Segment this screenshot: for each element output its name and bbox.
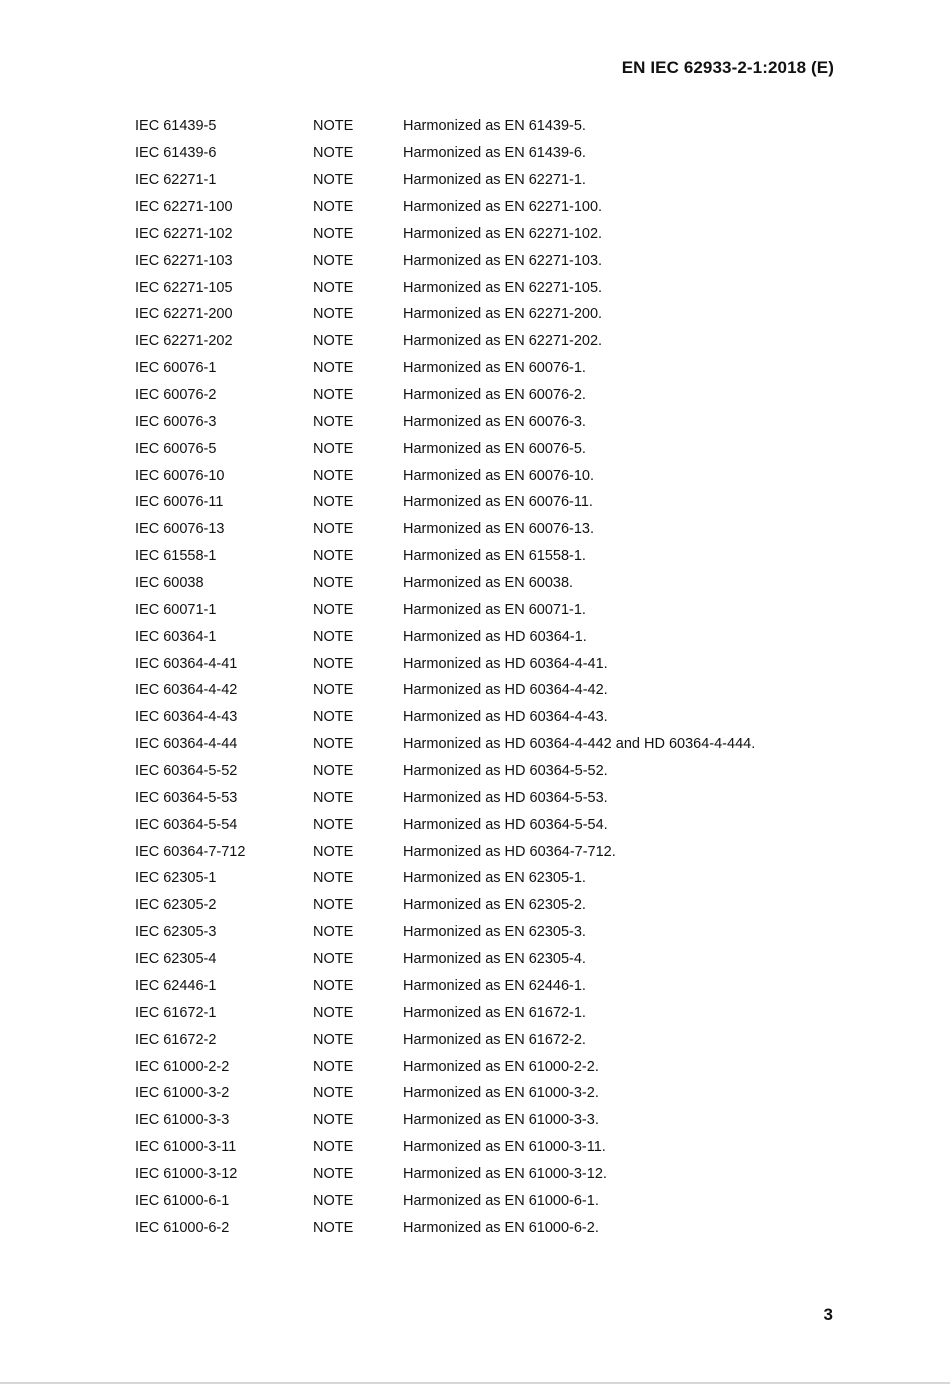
standard-reference: IEC 62305-2 bbox=[135, 897, 217, 914]
standard-reference: IEC 60076-1 bbox=[135, 360, 217, 377]
table-row bbox=[135, 247, 835, 274]
harmonization-description: Harmonized as HD 60364-4-41. bbox=[403, 655, 608, 672]
note-label: NOTE bbox=[313, 655, 354, 672]
table-row bbox=[135, 167, 835, 194]
document-header-title: EN IEC 62933-2-1:2018 (E) bbox=[621, 58, 834, 77]
table-row bbox=[135, 731, 835, 758]
table-row bbox=[135, 462, 835, 489]
harmonization-description: Harmonized as EN 61000-3-3. bbox=[403, 1112, 599, 1129]
harmonization-description: Harmonized as EN 62305-3. bbox=[403, 924, 586, 941]
note-label: NOTE bbox=[313, 413, 354, 430]
table-row bbox=[135, 516, 835, 543]
table-row bbox=[135, 1187, 835, 1214]
note-label: NOTE bbox=[313, 1165, 354, 1182]
harmonization-note-table bbox=[135, 113, 835, 1241]
note-label: NOTE bbox=[313, 333, 354, 350]
standard-reference: IEC 60071-1 bbox=[135, 601, 217, 618]
standard-reference: IEC 60364-7-712 bbox=[135, 843, 246, 860]
harmonization-description: Harmonized as HD 60364-4-42. bbox=[403, 682, 608, 699]
standard-reference: IEC 62271-102 bbox=[135, 225, 233, 242]
standard-reference: IEC 62271-202 bbox=[135, 333, 233, 350]
table-row bbox=[135, 1107, 835, 1134]
note-label: NOTE bbox=[313, 1112, 354, 1129]
standard-reference: IEC 60076-13 bbox=[135, 521, 225, 538]
harmonization-description: Harmonized as EN 60076-2. bbox=[403, 387, 586, 404]
harmonization-description: Harmonized as EN 62305-2. bbox=[403, 897, 586, 914]
note-label: NOTE bbox=[313, 816, 354, 833]
harmonization-description: Harmonized as EN 60038. bbox=[403, 575, 574, 592]
harmonization-description: Harmonized as EN 62305-4. bbox=[403, 951, 586, 968]
harmonization-description: Harmonized as EN 60076-13. bbox=[403, 521, 595, 538]
harmonization-description: Harmonized as EN 61000-3-12. bbox=[403, 1165, 607, 1182]
harmonization-description: Harmonized as HD 60364-1. bbox=[403, 628, 587, 645]
table-row bbox=[135, 1026, 835, 1053]
harmonization-description: Harmonized as EN 62271-103. bbox=[403, 252, 603, 269]
table-row bbox=[135, 838, 835, 865]
table-row bbox=[135, 650, 835, 677]
harmonization-description: Harmonized as HD 60364-7-712. bbox=[403, 843, 616, 860]
table-row bbox=[135, 596, 835, 623]
table-row bbox=[135, 1053, 835, 1080]
table-row bbox=[135, 758, 835, 785]
note-label: NOTE bbox=[313, 924, 354, 941]
standard-reference: IEC 62446-1 bbox=[135, 977, 217, 994]
table-row bbox=[135, 677, 835, 704]
note-label: NOTE bbox=[313, 789, 354, 806]
standard-reference: IEC 61672-1 bbox=[135, 1004, 217, 1021]
harmonization-description: Harmonized as EN 60076-11. bbox=[403, 494, 593, 511]
note-label: NOTE bbox=[313, 145, 354, 162]
standard-reference: IEC 61439-6 bbox=[135, 145, 217, 162]
note-label: NOTE bbox=[313, 1192, 354, 1209]
standard-reference: IEC 60364-5-52 bbox=[135, 763, 238, 780]
harmonization-description: Harmonized as EN 62271-105. bbox=[403, 279, 603, 296]
table-row bbox=[135, 435, 835, 462]
note-label: NOTE bbox=[313, 763, 354, 780]
table-row bbox=[135, 220, 835, 247]
harmonization-description: Harmonized as EN 61439-6. bbox=[403, 145, 586, 162]
standard-reference: IEC 60364-5-54 bbox=[135, 816, 238, 833]
note-label: NOTE bbox=[313, 494, 354, 511]
table-row bbox=[135, 811, 835, 838]
standard-reference: IEC 60076-3 bbox=[135, 413, 217, 430]
harmonization-description: Harmonized as EN 61000-6-2. bbox=[403, 1219, 599, 1236]
harmonization-description: Harmonized as HD 60364-5-54. bbox=[403, 816, 608, 833]
standard-reference: IEC 60364-1 bbox=[135, 628, 217, 645]
table-row bbox=[135, 892, 835, 919]
harmonization-description: Harmonized as EN 62271-1. bbox=[403, 172, 586, 189]
table-row bbox=[135, 274, 835, 301]
table-row bbox=[135, 113, 835, 140]
harmonization-description: Harmonized as EN 62446-1. bbox=[403, 977, 586, 994]
standard-reference: IEC 60076-10 bbox=[135, 467, 225, 484]
table-row bbox=[135, 973, 835, 1000]
harmonization-description: Harmonized as EN 60071-1. bbox=[403, 601, 586, 618]
note-label: NOTE bbox=[313, 1004, 354, 1021]
note-label: NOTE bbox=[313, 387, 354, 404]
note-label: NOTE bbox=[313, 897, 354, 914]
harmonization-description: Harmonized as EN 62271-100. bbox=[403, 199, 603, 215]
standard-reference: IEC 62271-200 bbox=[135, 306, 233, 323]
standard-reference: IEC 61000-3-3 bbox=[135, 1112, 230, 1129]
note-label: NOTE bbox=[313, 172, 354, 189]
table-row bbox=[135, 1161, 835, 1188]
standard-reference: IEC 61000-2-2 bbox=[135, 1058, 230, 1075]
note-label: NOTE bbox=[313, 252, 354, 269]
note-label: NOTE bbox=[313, 548, 354, 565]
standard-reference: IEC 60076-11 bbox=[135, 494, 224, 511]
note-label: NOTE bbox=[313, 467, 354, 484]
note-label: NOTE bbox=[313, 628, 354, 645]
standard-reference: IEC 62271-1 bbox=[135, 172, 217, 189]
standard-reference: IEC 60076-2 bbox=[135, 387, 217, 404]
table-row bbox=[135, 865, 835, 892]
standard-reference: IEC 61000-6-1 bbox=[135, 1192, 230, 1209]
harmonization-description: Harmonized as EN 61672-2. bbox=[403, 1031, 586, 1048]
table-row bbox=[135, 570, 835, 597]
note-label: NOTE bbox=[313, 118, 354, 135]
standard-reference: IEC 61000-3-12 bbox=[135, 1165, 238, 1182]
standard-reference: IEC 61558-1 bbox=[135, 548, 217, 565]
standard-reference: IEC 60364-4-44 bbox=[135, 736, 238, 753]
harmonization-description: Harmonized as EN 60076-10. bbox=[403, 467, 595, 484]
note-label: NOTE bbox=[313, 360, 354, 377]
standard-reference: IEC 61000-3-2 bbox=[135, 1085, 230, 1102]
harmonization-description: Harmonized as HD 60364-4-43. bbox=[403, 709, 608, 726]
harmonization-description: Harmonized as EN 62271-202. bbox=[403, 333, 603, 350]
harmonization-description: Harmonized as EN 60076-3. bbox=[403, 413, 586, 430]
standard-reference: IEC 62305-1 bbox=[135, 870, 217, 887]
table-row bbox=[135, 784, 835, 811]
page-number: 3 bbox=[823, 1305, 833, 1324]
table-row bbox=[135, 543, 835, 570]
table-row bbox=[135, 623, 835, 650]
note-label: NOTE bbox=[313, 977, 354, 994]
note-label: NOTE bbox=[313, 1085, 354, 1102]
table-row bbox=[135, 1080, 835, 1107]
standard-reference: IEC 62271-105 bbox=[135, 279, 233, 296]
note-label: NOTE bbox=[313, 951, 354, 968]
standard-reference: IEC 61000-3-11 bbox=[135, 1139, 237, 1156]
harmonization-description: Harmonized as EN 62305-1. bbox=[403, 870, 586, 887]
standard-reference: IEC 62271-103 bbox=[135, 252, 233, 269]
harmonization-description: Harmonized as HD 60364-5-52. bbox=[403, 763, 608, 780]
note-label: NOTE bbox=[313, 440, 354, 457]
note-label: NOTE bbox=[313, 736, 354, 753]
table-row bbox=[135, 919, 835, 946]
standard-reference: IEC 60364-5-53 bbox=[135, 789, 238, 806]
note-label: NOTE bbox=[313, 1139, 354, 1156]
note-label: NOTE bbox=[313, 1058, 354, 1075]
note-label: NOTE bbox=[313, 843, 354, 860]
note-label: NOTE bbox=[313, 306, 354, 323]
standard-reference: IEC 61672-2 bbox=[135, 1031, 217, 1048]
note-label: NOTE bbox=[313, 521, 354, 538]
harmonization-description: Harmonized as EN 61000-6-1. bbox=[403, 1192, 599, 1209]
harmonization-description: Harmonized as EN 61000-3-2. bbox=[403, 1085, 599, 1102]
harmonization-description: Harmonized as EN 61000-2-2. bbox=[403, 1058, 599, 1075]
note-label: NOTE bbox=[313, 1219, 354, 1236]
harmonization-description: Harmonized as EN 62271-102. bbox=[403, 225, 603, 242]
harmonization-description: Harmonized as EN 60076-1. bbox=[403, 360, 586, 377]
standard-reference: IEC 60038 bbox=[135, 575, 204, 592]
harmonization-description: Harmonized as EN 61000-3-11. bbox=[403, 1139, 606, 1156]
harmonization-description: Harmonized as EN 60076-5. bbox=[403, 440, 586, 457]
table-row bbox=[135, 489, 835, 516]
table-row bbox=[135, 382, 835, 409]
standard-reference: IEC 62271-100 bbox=[135, 199, 233, 215]
standard-reference: IEC 62305-3 bbox=[135, 924, 217, 941]
standard-reference: IEC 60364-4-43 bbox=[135, 709, 238, 726]
note-label: NOTE bbox=[313, 682, 354, 699]
table-row bbox=[135, 328, 835, 355]
harmonization-description: Harmonized as EN 61558-1. bbox=[403, 548, 586, 565]
note-label: NOTE bbox=[313, 225, 354, 242]
table-row bbox=[135, 301, 835, 328]
harmonization-description: Harmonized as EN 62271-200. bbox=[403, 306, 603, 323]
table-row bbox=[135, 1214, 835, 1241]
note-label: NOTE bbox=[313, 709, 354, 726]
note-label: NOTE bbox=[313, 279, 354, 296]
harmonization-description: Harmonized as HD 60364-5-53. bbox=[403, 789, 608, 806]
table-row bbox=[135, 946, 835, 973]
table-row bbox=[135, 194, 835, 221]
harmonization-description: Harmonized as HD 60364-4-442 and HD 60364-4-444. bbox=[403, 736, 756, 753]
table-row bbox=[135, 704, 835, 731]
note-label: NOTE bbox=[313, 601, 354, 618]
table-row bbox=[135, 999, 835, 1026]
note-label: NOTE bbox=[313, 1031, 354, 1048]
table-row bbox=[135, 408, 835, 435]
note-label: NOTE bbox=[313, 199, 354, 215]
note-label: NOTE bbox=[313, 870, 354, 887]
standard-reference: IEC 60364-4-42 bbox=[135, 682, 238, 699]
harmonization-description: Harmonized as EN 61672-1. bbox=[403, 1004, 586, 1021]
standard-reference: IEC 60364-4-41 bbox=[135, 655, 238, 672]
table-row bbox=[135, 1134, 835, 1161]
table-row bbox=[135, 355, 835, 382]
table-row bbox=[135, 140, 835, 167]
standard-reference: IEC 62305-4 bbox=[135, 951, 217, 968]
harmonization-description: Harmonized as EN 61439-5. bbox=[403, 118, 586, 135]
standard-reference: IEC 61000-6-2 bbox=[135, 1219, 230, 1236]
standard-reference: IEC 61439-5 bbox=[135, 118, 217, 135]
note-label: NOTE bbox=[313, 575, 354, 592]
standard-reference: IEC 60076-5 bbox=[135, 440, 217, 457]
